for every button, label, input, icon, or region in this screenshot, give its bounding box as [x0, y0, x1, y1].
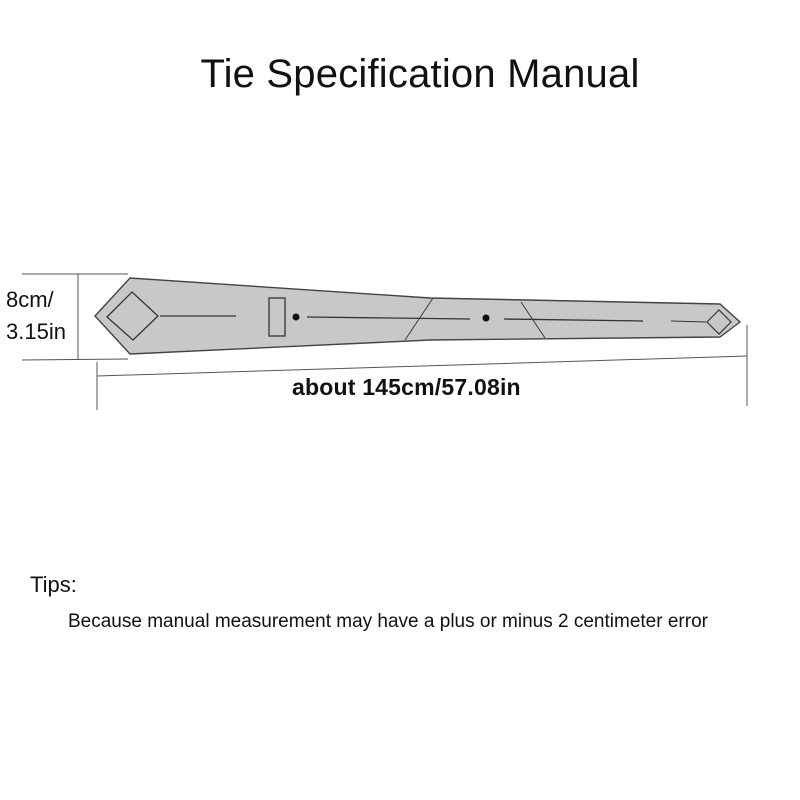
length-label: about 145cm/57.08in	[292, 374, 521, 400]
tips-heading: Tips:	[30, 572, 77, 597]
width-cm-text: 8cm/	[6, 287, 54, 312]
width-in-text: 3.15in	[6, 319, 66, 344]
width-label	[6, 284, 66, 348]
page-title: Tie Specification Manual	[200, 52, 640, 96]
tips-text: Because manual measurement may have a plus or minus 2 centimeter error	[68, 611, 708, 632]
length-dimension-line	[97, 356, 747, 376]
tie-dot	[483, 315, 490, 322]
tie-dot	[293, 314, 300, 321]
width-extension-bottom	[22, 359, 128, 360]
